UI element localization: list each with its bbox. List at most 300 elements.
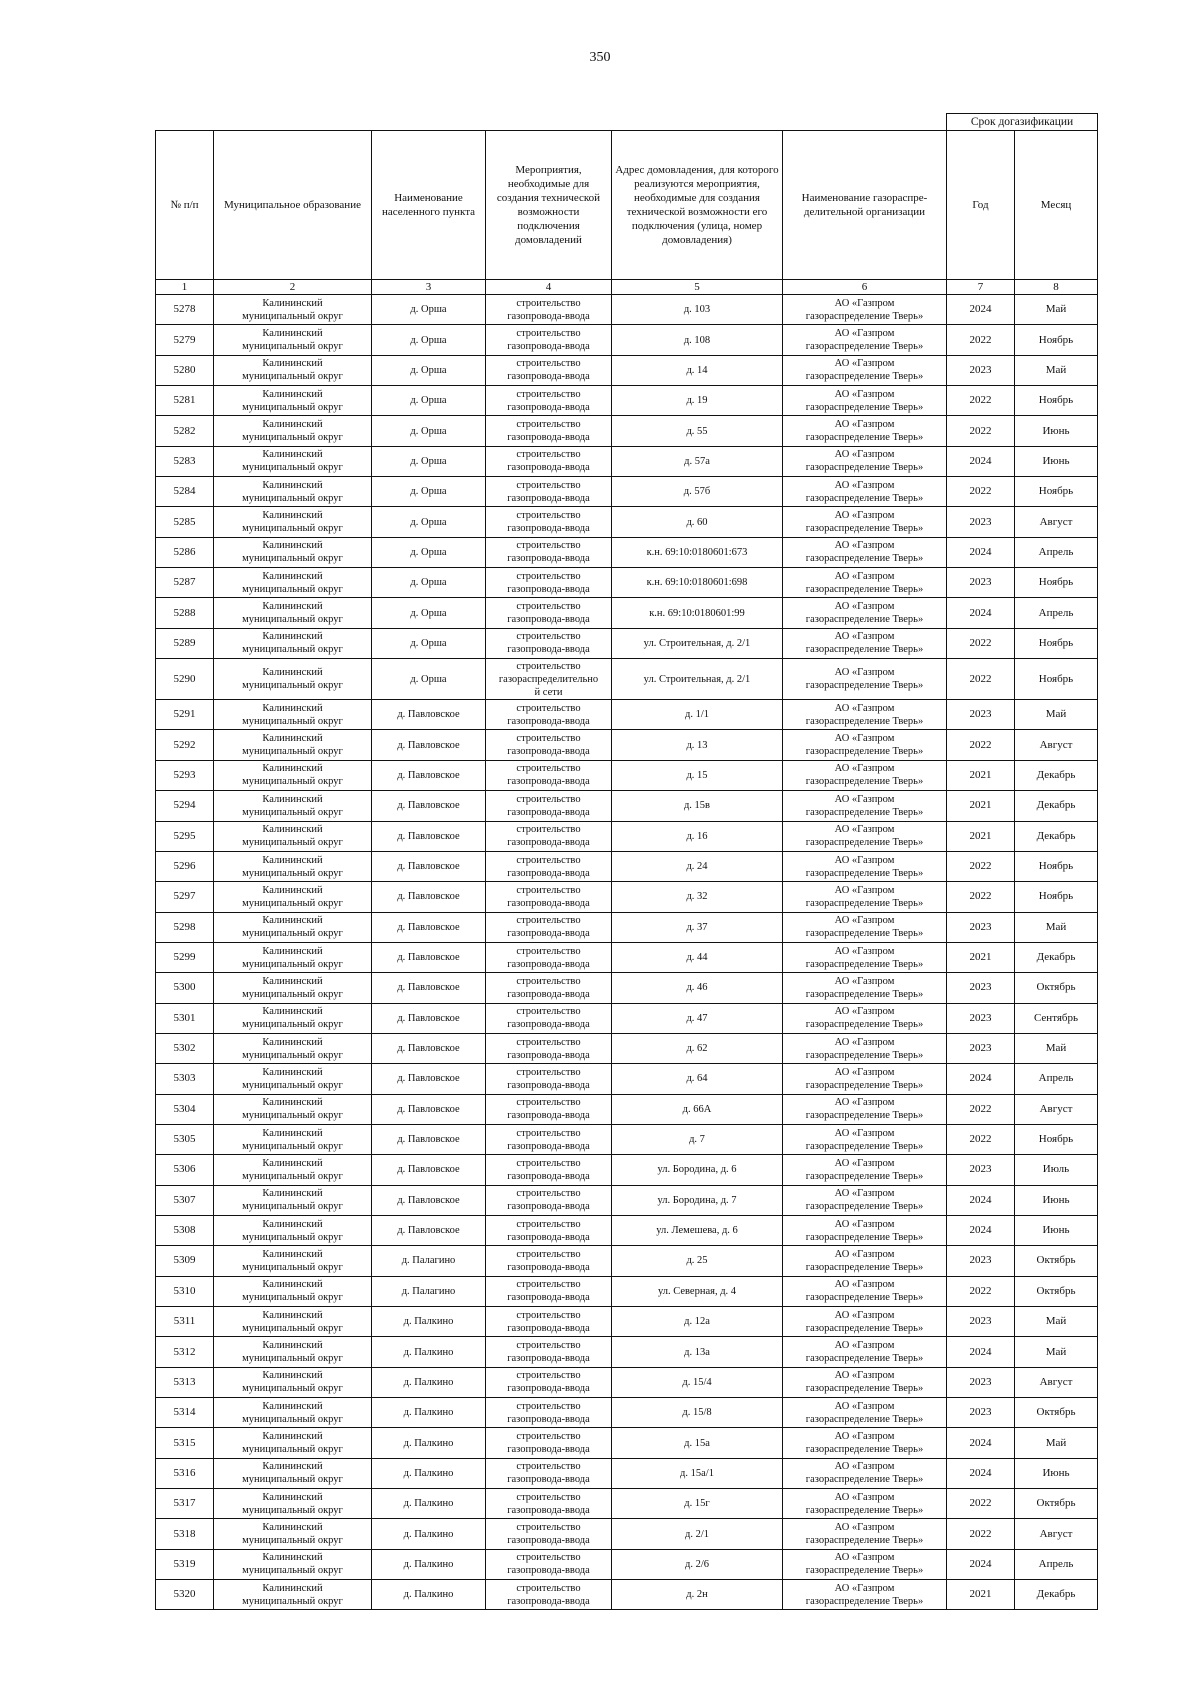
measure: [486, 659, 612, 700]
year: 2023: [947, 355, 1015, 385]
row-number: 5286: [156, 537, 214, 567]
measure-line: газопровода-ввода: [507, 776, 590, 788]
gas-organization-line: АО «Газпром: [834, 1188, 895, 1200]
measure-line: строительство: [516, 297, 581, 309]
municipality: [214, 1398, 372, 1428]
settlement: д. Павловское: [372, 912, 486, 942]
measure-line: газопровода-ввода: [507, 553, 590, 565]
municipality-line: муниципальный округ: [242, 1110, 343, 1122]
municipality: [214, 598, 372, 628]
row-number: 5285: [156, 507, 214, 537]
measure-line: газопровода-ввода: [507, 988, 590, 1000]
month: Август: [1015, 1367, 1098, 1397]
address: д. 25: [612, 1246, 783, 1276]
settlement: д. Орша: [372, 507, 486, 537]
gas-organization-line: газораспределение Тверь»: [805, 1140, 924, 1152]
address: ул. Лемешева, д. 6: [612, 1215, 783, 1245]
gas-organization-line: газораспределение Тверь»: [805, 1292, 924, 1304]
gas-organization-line: АО «Газпром: [834, 1309, 895, 1321]
table-row: [156, 730, 1098, 760]
municipality: [214, 1367, 372, 1397]
address: д. 24: [612, 851, 783, 881]
row-number: 5294: [156, 791, 214, 821]
table-row: [156, 973, 1098, 1003]
address: д. 46: [612, 973, 783, 1003]
settlement: д. Павловское: [372, 821, 486, 851]
month: Декабрь: [1015, 942, 1098, 972]
settlement: д. Палкино: [372, 1519, 486, 1549]
measure: [486, 1246, 612, 1276]
gas-organization: [783, 1155, 947, 1185]
municipality-line: муниципальный округ: [242, 341, 343, 353]
year: 2022: [947, 1519, 1015, 1549]
month: Октябрь: [1015, 1246, 1098, 1276]
municipality: [214, 295, 372, 325]
settlement: д. Павловское: [372, 1155, 486, 1185]
table-row: [156, 1367, 1098, 1397]
gas-organization-line: АО «Газпром: [834, 1552, 895, 1564]
measure-line: газопровода-ввода: [507, 897, 590, 909]
table-row: [156, 1094, 1098, 1124]
gas-organization-line: газораспределение Тверь»: [805, 1079, 924, 1091]
municipality-line: Калининский: [262, 1552, 323, 1564]
gas-organization-line: АО «Газпром: [834, 1006, 895, 1018]
settlement: д. Палкино: [372, 1367, 486, 1397]
settlement: д. Палкино: [372, 1489, 486, 1519]
municipality-line: Калининский: [262, 1188, 323, 1200]
year: 2022: [947, 730, 1015, 760]
measure: [486, 1033, 612, 1063]
municipality-line: Калининский: [262, 1036, 323, 1048]
measure-line: газопровода-ввода: [507, 1413, 590, 1425]
year: 2024: [947, 1185, 1015, 1215]
table-row: [156, 760, 1098, 790]
gas-organization: [783, 1337, 947, 1367]
settlement: д. Павловское: [372, 973, 486, 1003]
year: 2024: [947, 1215, 1015, 1245]
measure-line: строительство: [516, 1491, 581, 1503]
municipality-line: Калининский: [262, 1309, 323, 1321]
gas-organization-line: АО «Газпром: [834, 1279, 895, 1291]
measure: [486, 355, 612, 385]
table-row: [156, 1519, 1098, 1549]
address: д. 15в: [612, 791, 783, 821]
municipality-line: муниципальный округ: [242, 1140, 343, 1152]
municipality-line: муниципальный округ: [242, 806, 343, 818]
municipality-line: Калининский: [262, 297, 323, 309]
municipality-line: муниципальный округ: [242, 1170, 343, 1182]
municipality: [214, 942, 372, 972]
measure: [486, 791, 612, 821]
measure-line: газопровода-ввода: [507, 371, 590, 383]
month: Май: [1015, 1337, 1098, 1367]
year: 2021: [947, 760, 1015, 790]
measure-line: строительство: [516, 1400, 581, 1412]
settlement: д. Орша: [372, 598, 486, 628]
measure-line: газопровода-ввода: [507, 1383, 590, 1395]
gas-organization: [783, 1580, 947, 1610]
municipality-line: муниципальный округ: [242, 837, 343, 849]
table-row: [156, 1155, 1098, 1185]
measure: [486, 851, 612, 881]
gas-organization-line: АО «Газпром: [834, 915, 895, 927]
municipality-line: Калининский: [262, 854, 323, 866]
gas-organization: [783, 477, 947, 507]
gas-organization: [783, 1549, 947, 1579]
measure-line: газопровода-ввода: [507, 432, 590, 444]
measure-line: строительство: [516, 1309, 581, 1321]
settlement: д. Орша: [372, 568, 486, 598]
gas-organization-line: газораспределение Тверь»: [805, 401, 924, 413]
address: д. 15/8: [612, 1398, 783, 1428]
year: 2022: [947, 851, 1015, 881]
year: 2022: [947, 628, 1015, 658]
address: д. 7: [612, 1124, 783, 1154]
address: д. 108: [612, 325, 783, 355]
measure-line: газопровода-ввода: [507, 1231, 590, 1243]
header-col-month: Месяц: [1015, 131, 1098, 280]
table-row: [156, 386, 1098, 416]
gas-organization-line: АО «Газпром: [834, 1157, 895, 1169]
gas-organization-line: АО «Газпром: [834, 358, 895, 370]
month: Ноябрь: [1015, 851, 1098, 881]
measure: [486, 1124, 612, 1154]
gas-organization: [783, 1124, 947, 1154]
municipality: [214, 628, 372, 658]
measure-line: газопровода-ввода: [507, 715, 590, 727]
month: Октябрь: [1015, 973, 1098, 1003]
measure-line: строительство: [516, 763, 581, 775]
measure-line: строительство: [516, 631, 581, 643]
measure-line: газопровода-ввода: [507, 1140, 590, 1152]
table-row: [156, 598, 1098, 628]
column-number: 5: [612, 280, 783, 295]
measure: [486, 1367, 612, 1397]
measure: [486, 446, 612, 476]
year: 2024: [947, 1064, 1015, 1094]
month: Сентябрь: [1015, 1003, 1098, 1033]
municipality-line: муниципальный округ: [242, 1595, 343, 1607]
municipality-line: Калининский: [262, 1127, 323, 1139]
gas-organization-line: АО «Газпром: [834, 388, 895, 400]
table-row: [156, 882, 1098, 912]
gas-organization: [783, 1307, 947, 1337]
header-spacer: [156, 114, 214, 131]
gas-organization-line: АО «Газпром: [834, 1582, 895, 1594]
measure: [486, 477, 612, 507]
row-number: 5281: [156, 386, 214, 416]
gas-organization-line: АО «Газпром: [834, 1522, 895, 1534]
municipality: [214, 882, 372, 912]
row-number: 5305: [156, 1124, 214, 1154]
municipality: [214, 1094, 372, 1124]
gas-organization: [783, 355, 947, 385]
municipality: [214, 568, 372, 598]
measure: [486, 912, 612, 942]
municipality-line: муниципальный округ: [242, 553, 343, 565]
row-number: 5313: [156, 1367, 214, 1397]
measure: [486, 760, 612, 790]
measure: [486, 1276, 612, 1306]
gas-organization-line: газораспределение Тверь»: [805, 462, 924, 474]
year: 2023: [947, 1155, 1015, 1185]
municipality: [214, 1215, 372, 1245]
measure-line: газопровода-ввода: [507, 746, 590, 758]
row-number: 5279: [156, 325, 214, 355]
address: д. 13: [612, 730, 783, 760]
municipality-line: муниципальный округ: [242, 1353, 343, 1365]
gas-organization-line: газораспределение Тверь»: [805, 1170, 924, 1182]
measure-line: строительство: [516, 1279, 581, 1291]
month: Декабрь: [1015, 1580, 1098, 1610]
municipality: [214, 1124, 372, 1154]
gas-organization-line: газораспределение Тверь»: [805, 1322, 924, 1334]
year: 2022: [947, 477, 1015, 507]
measure-line: газопровода-ввода: [507, 583, 590, 595]
month: Декабрь: [1015, 821, 1098, 851]
month: Ноябрь: [1015, 882, 1098, 912]
month: Август: [1015, 1519, 1098, 1549]
municipality-line: Калининский: [262, 1097, 323, 1109]
gas-organization-line: АО «Газпром: [834, 449, 895, 461]
address: д. 2/1: [612, 1519, 783, 1549]
gas-organization-line: АО «Газпром: [834, 854, 895, 866]
row-number: 5307: [156, 1185, 214, 1215]
row-number: 5292: [156, 730, 214, 760]
measure-line: строительство: [516, 1036, 581, 1048]
header-col-address: Адрес домовладения, для которого реализуются мероприятия, необходимые для создания технической возможности его подключения (улица, номер домовладения): [612, 131, 783, 280]
year: 2022: [947, 1489, 1015, 1519]
gas-organization-line: АО «Газпром: [834, 1248, 895, 1260]
municipality-line: муниципальный округ: [242, 523, 343, 535]
measure: [486, 325, 612, 355]
settlement: д. Орша: [372, 416, 486, 446]
table-body: [156, 295, 1098, 1610]
measure-line: газопровода-ввода: [507, 1504, 590, 1516]
month: Октябрь: [1015, 1276, 1098, 1306]
year: 2024: [947, 537, 1015, 567]
gas-organization: [783, 973, 947, 1003]
gas-organization-line: АО «Газпром: [834, 733, 895, 745]
gas-organization-line: АО «Газпром: [834, 667, 895, 679]
municipality-line: Калининский: [262, 1066, 323, 1078]
municipality-line: муниципальный округ: [242, 1322, 343, 1334]
table-row: [156, 1580, 1098, 1610]
municipality-line: муниципальный округ: [242, 1201, 343, 1213]
municipality-line: муниципальный округ: [242, 1261, 343, 1273]
gas-organization: [783, 1003, 947, 1033]
year: 2023: [947, 1367, 1015, 1397]
measure: [486, 598, 612, 628]
municipality-line: Калининский: [262, 1157, 323, 1169]
table-row: [156, 1033, 1098, 1063]
gas-organization-line: газораспределение Тверь»: [805, 680, 924, 692]
gas-organization-line: газораспределение Тверь»: [805, 867, 924, 879]
gas-organization-line: АО «Газпром: [834, 1431, 895, 1443]
gas-organization-line: газораспределение Тверь»: [805, 1110, 924, 1122]
municipality: [214, 1155, 372, 1185]
measure-line: строительство: [516, 510, 581, 522]
settlement: д. Палкино: [372, 1337, 486, 1367]
measure-line: газопровода-ввода: [507, 928, 590, 940]
gas-organization-line: АО «Газпром: [834, 1340, 895, 1352]
month: Июнь: [1015, 446, 1098, 476]
measure-line: газопровода-ввода: [507, 462, 590, 474]
address: д. 15: [612, 760, 783, 790]
municipality-line: муниципальный округ: [242, 644, 343, 656]
gas-organization-line: газораспределение Тверь»: [805, 1231, 924, 1243]
row-number: 5304: [156, 1094, 214, 1124]
gas-organization-line: газораспределение Тверь»: [805, 1261, 924, 1273]
municipality-line: Калининский: [262, 667, 323, 679]
measure-line: строительство: [516, 1582, 581, 1594]
year: 2022: [947, 1276, 1015, 1306]
table-row: [156, 416, 1098, 446]
measure: [486, 700, 612, 730]
year: 2024: [947, 1458, 1015, 1488]
settlement: д. Орша: [372, 355, 486, 385]
municipality: [214, 1003, 372, 1033]
gas-organization-line: АО «Газпром: [834, 1370, 895, 1382]
address: д. 16: [612, 821, 783, 851]
year: 2023: [947, 1003, 1015, 1033]
month: Ноябрь: [1015, 628, 1098, 658]
municipality: [214, 416, 372, 446]
measure-line: строительство: [516, 945, 581, 957]
year: 2021: [947, 942, 1015, 972]
column-number: 1: [156, 280, 214, 295]
municipality: [214, 1276, 372, 1306]
settlement: д. Павловское: [372, 760, 486, 790]
municipality: [214, 1519, 372, 1549]
table-row: [156, 1064, 1098, 1094]
year: 2022: [947, 325, 1015, 355]
municipality: [214, 507, 372, 537]
gas-organization: [783, 1033, 947, 1063]
municipality: [214, 851, 372, 881]
header-col-organization: Наименование газораспре-делительной организации: [783, 131, 947, 280]
measure-line: газопровода-ввода: [507, 523, 590, 535]
municipality-line: муниципальный округ: [242, 1444, 343, 1456]
gas-organization: [783, 851, 947, 881]
year: 2022: [947, 659, 1015, 700]
municipality-line: Калининский: [262, 915, 323, 927]
month: Апрель: [1015, 1064, 1098, 1094]
settlement: д. Павловское: [372, 1185, 486, 1215]
municipality-line: Калининский: [262, 1582, 323, 1594]
municipality-line: Калининский: [262, 1340, 323, 1352]
measure-line: газопровода-ввода: [507, 867, 590, 879]
address: д. 64: [612, 1064, 783, 1094]
header-col-measures: Мероприятия, необходимые для создания технической возможности подключения домовладений: [486, 131, 612, 280]
municipality-line: Калининский: [262, 1431, 323, 1443]
header-column-numbers: [156, 280, 1098, 295]
gas-organization-line: газораспределение Тверь»: [805, 644, 924, 656]
address: д. 57а: [612, 446, 783, 476]
municipality-line: Калининский: [262, 328, 323, 340]
measure-line: газопровода-ввода: [507, 1079, 590, 1091]
table-row: [156, 1549, 1098, 1579]
municipality: [214, 1549, 372, 1579]
measure-line: газопровода-ввода: [507, 1292, 590, 1304]
gas-organization-line: АО «Газпром: [834, 793, 895, 805]
table-row: [156, 1398, 1098, 1428]
address: д. 15г: [612, 1489, 783, 1519]
gas-organization-line: газораспределение Тверь»: [805, 492, 924, 504]
measure: [486, 507, 612, 537]
table-row: [156, 355, 1098, 385]
municipality: [214, 537, 372, 567]
table-row: [156, 477, 1098, 507]
measure-line: газораспределительно: [498, 673, 599, 685]
row-number: 5290: [156, 659, 214, 700]
settlement: д. Палкино: [372, 1428, 486, 1458]
gas-organization-line: газораспределение Тверь»: [805, 553, 924, 565]
table-row: [156, 942, 1098, 972]
municipality-line: Калининский: [262, 1491, 323, 1503]
measure-line: газопровода-ввода: [507, 1170, 590, 1182]
address: д. 37: [612, 912, 783, 942]
municipality-line: муниципальный округ: [242, 1413, 343, 1425]
month: Ноябрь: [1015, 477, 1098, 507]
municipality-line: Калининский: [262, 884, 323, 896]
address: ул. Северная, д. 4: [612, 1276, 783, 1306]
year: 2022: [947, 1094, 1015, 1124]
month: Ноябрь: [1015, 325, 1098, 355]
measure: [486, 973, 612, 1003]
gas-organization-line: газораспределение Тверь»: [805, 1353, 924, 1365]
measure: [486, 1337, 612, 1367]
measure: [486, 416, 612, 446]
settlement: д. Палкино: [372, 1549, 486, 1579]
month: Октябрь: [1015, 1489, 1098, 1519]
municipality-line: Калининский: [262, 601, 323, 613]
municipality: [214, 1580, 372, 1610]
municipality: [214, 325, 372, 355]
municipality: [214, 700, 372, 730]
municipality-line: Калининский: [262, 419, 323, 431]
measure-line: строительство: [516, 358, 581, 370]
measure: [486, 1580, 612, 1610]
month: Июнь: [1015, 1215, 1098, 1245]
address: д. 60: [612, 507, 783, 537]
header-col-municipality: Муниципальное образование: [214, 131, 372, 280]
measure-line: строительство: [516, 419, 581, 431]
municipality-line: муниципальный округ: [242, 746, 343, 758]
address: к.н. 69:10:0180601:698: [612, 568, 783, 598]
municipality-line: Калининский: [262, 1461, 323, 1473]
column-number: 8: [1015, 280, 1098, 295]
row-number: 5316: [156, 1458, 214, 1488]
row-number: 5308: [156, 1215, 214, 1245]
header-col-settlement: Наименование населенного пункта: [372, 131, 486, 280]
year: 2022: [947, 386, 1015, 416]
gas-organization: [783, 730, 947, 760]
address: д. 55: [612, 416, 783, 446]
measure: [486, 1003, 612, 1033]
gas-organization: [783, 1094, 947, 1124]
gas-organization-line: АО «Газпром: [834, 601, 895, 613]
settlement: д. Палагино: [372, 1276, 486, 1306]
municipality-line: Калининский: [262, 540, 323, 552]
gas-organization: [783, 386, 947, 416]
municipality-line: муниципальный округ: [242, 867, 343, 879]
address: к.н. 69:10:0180601:673: [612, 537, 783, 567]
measure-line: строительство: [516, 702, 581, 714]
row-number: 5312: [156, 1337, 214, 1367]
measure-line: газопровода-ввода: [507, 1353, 590, 1365]
municipality-line: муниципальный округ: [242, 1079, 343, 1091]
